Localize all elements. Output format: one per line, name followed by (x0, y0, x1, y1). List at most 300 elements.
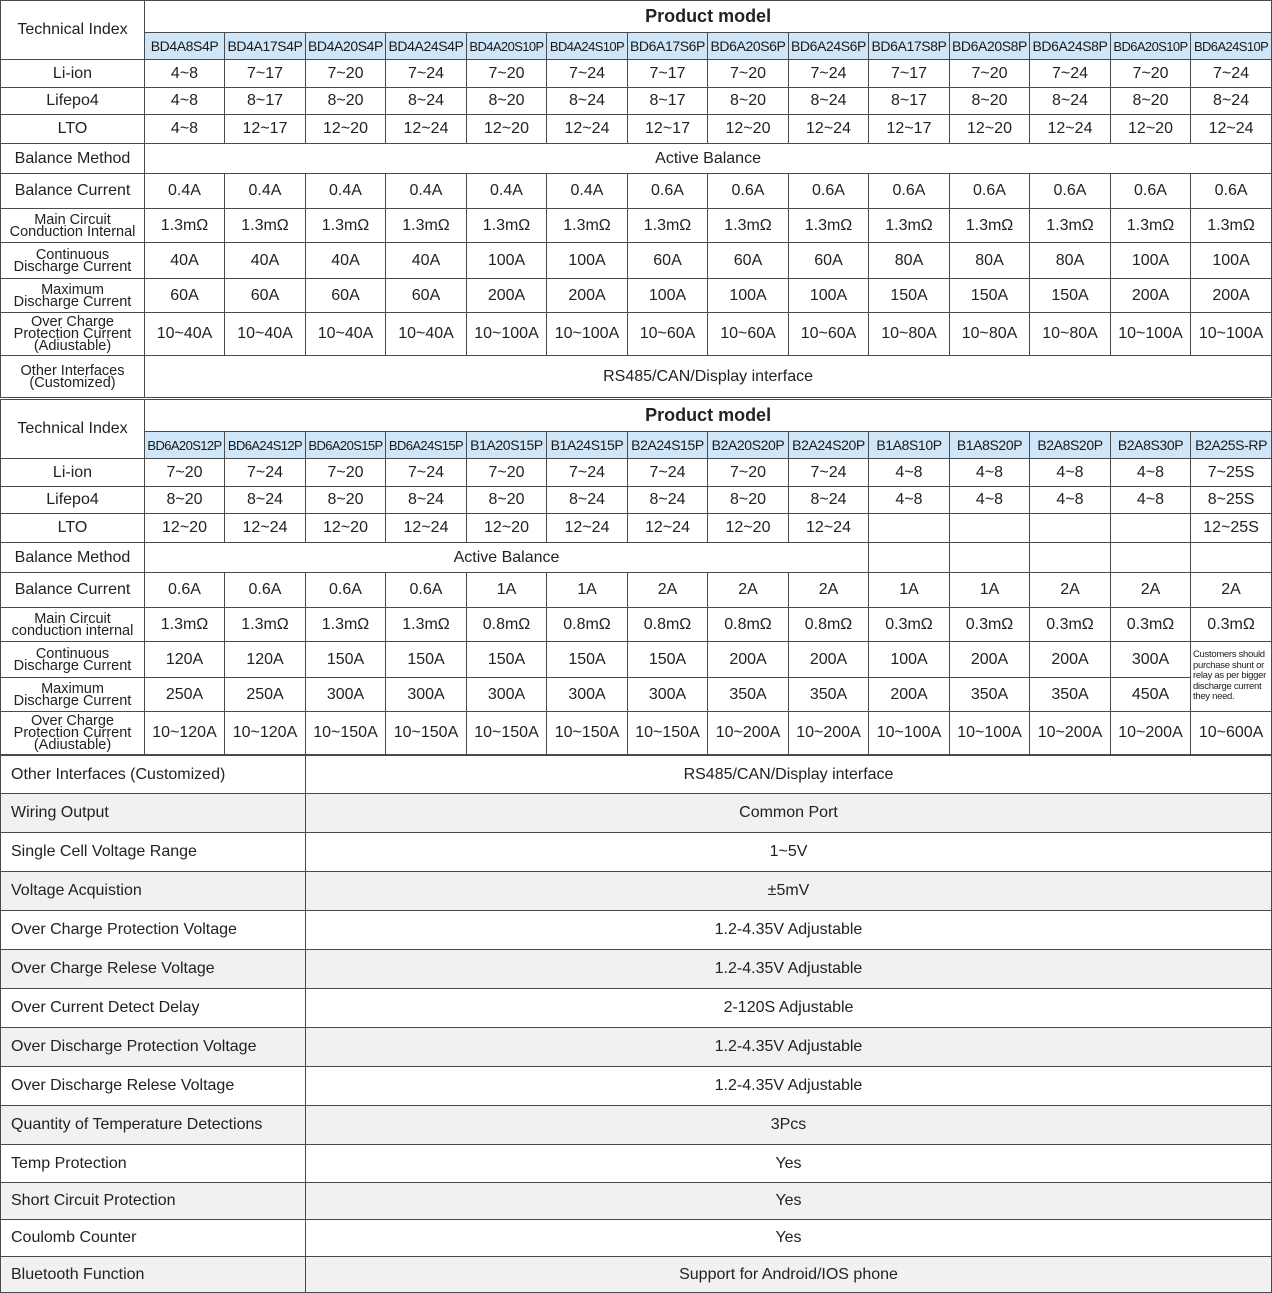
spec-value-over-discharge-protection-voltage: 1.2-4.35V Adjustable (306, 1028, 1272, 1067)
spec-value-single-cell-voltage-range: 1~5V (306, 833, 1272, 872)
t1-cell-li-ion: 7~24 (1191, 60, 1272, 88)
t1-cell-maximum-discharge-current: 200A (1111, 279, 1191, 313)
t1-cell-continuous-discharge-current: 60A (628, 243, 708, 279)
t2-model-bd6a24s12p: BD6A24S12P (225, 432, 306, 459)
t2-cell-balance-current: 0.6A (145, 573, 225, 608)
t2-cell-main-circuit-conduction-internal: 1.3mΩ (225, 608, 306, 642)
t2-cell-main-circuit-conduction-internal: 0.3mΩ (1191, 608, 1272, 642)
t1-cell-main-circuit-conduction-internal: 1.3mΩ (1111, 209, 1191, 243)
t2-empty-cell (950, 543, 1030, 573)
t2-cell-balance-current: 0.6A (306, 573, 386, 608)
t2-cell-continuous-discharge-current: 300A (1111, 642, 1191, 678)
t1-technical-index-label: Technical Index (1, 1, 145, 60)
spec-value-bluetooth-function: Support for Android/IOS phone (306, 1257, 1272, 1293)
t2-cell-lifepo4: 8~24 (547, 487, 628, 514)
t2-cell-main-circuit-conduction-internal: 1.3mΩ (306, 608, 386, 642)
t2-product-model-title: Product model (145, 400, 1272, 432)
t1-cell-main-circuit-conduction-internal: 1.3mΩ (225, 209, 306, 243)
t1-cell-maximum-discharge-current: 150A (950, 279, 1030, 313)
t1-cell-lifepo4: 8~20 (1111, 88, 1191, 115)
t1-model-bd6a20s10p: BD6A20S10P (1111, 33, 1191, 60)
t2-cell-balance-current: 0.6A (386, 573, 467, 608)
t1-cell-lto: 12~17 (869, 115, 950, 144)
spec-label-other-interfaces-customized: Other Interfaces (Customized) (1, 756, 306, 794)
t1-cell-main-circuit-conduction-internal: 1.3mΩ (708, 209, 789, 243)
t2-cell-over-charge-protection-current-adiustable: 10~600A (1191, 712, 1272, 755)
t1-cell-continuous-discharge-current: 100A (1191, 243, 1272, 279)
t2-cell-main-circuit-conduction-internal: 0.3mΩ (869, 608, 950, 642)
t2-cell-over-charge-protection-current-adiustable: 10~120A (225, 712, 306, 755)
t1-cell-main-circuit-conduction-internal: 1.3mΩ (869, 209, 950, 243)
spec-value-over-discharge-relese-voltage: 1.2-4.35V Adjustable (306, 1067, 1272, 1106)
t2-cell-lto (1030, 514, 1111, 543)
t1-cell-li-ion: 7~24 (1030, 60, 1111, 88)
spec-label-over-charge-protection-voltage: Over Charge Protection Voltage (1, 911, 306, 950)
t1-row-label-balance-method: Balance Method (1, 144, 145, 174)
t1-cell-over-charge-protection-current-adiustable: 10~100A (1111, 313, 1191, 356)
label-line: Continuous (35, 645, 110, 662)
t1-cell-maximum-discharge-current: 200A (1191, 279, 1272, 313)
spec-value-wiring-output: Common Port (306, 794, 1272, 833)
t2-cell-li-ion: 7~20 (708, 459, 789, 487)
spec-label-over-discharge-relese-voltage: Over Discharge Relese Voltage (1, 1067, 306, 1106)
t2-cell-maximum-discharge-current: 450A (1111, 678, 1191, 712)
t1-cell-over-charge-protection-current-adiustable: 10~40A (225, 313, 306, 356)
t1-cell-over-charge-protection-current-adiustable: 10~60A (628, 313, 708, 356)
t2-cell-lto: 12~24 (386, 514, 467, 543)
t2-cell-lto (869, 514, 950, 543)
t2-cell-over-charge-protection-current-adiustable: 10~150A (386, 712, 467, 755)
t2-cell-lifepo4: 4~8 (1030, 487, 1111, 514)
t2-cell-over-charge-protection-current-adiustable: 10~150A (628, 712, 708, 755)
t2-cell-maximum-discharge-current: 300A (628, 678, 708, 712)
t1-cell-li-ion: 7~17 (628, 60, 708, 88)
t2-cell-continuous-discharge-current: 200A (1030, 642, 1111, 678)
t1-cell-over-charge-protection-current-adiustable: 10~80A (1030, 313, 1111, 356)
t1-cell-li-ion: 7~20 (306, 60, 386, 88)
spec-value-over-current-detect-delay: 2-120S Adjustable (306, 989, 1272, 1028)
t2-cell-over-charge-protection-current-adiustable: 10~150A (547, 712, 628, 755)
t2-cell-balance-current: 2A (789, 573, 869, 608)
label-line: Discharge Current (13, 293, 132, 310)
t1-cell-li-ion: 7~17 (869, 60, 950, 88)
t1-cell-balance-current: 0.6A (708, 174, 789, 209)
t1-cell-lifepo4: 8~24 (789, 88, 869, 115)
t2-cell-maximum-discharge-current: 350A (708, 678, 789, 712)
t2-cell-main-circuit-conduction-internal: 1.3mΩ (386, 608, 467, 642)
t1-cell-lifepo4: 8~17 (628, 88, 708, 115)
t1-cell-lifepo4: 8~20 (467, 88, 547, 115)
t2-row-label-over-charge-protection-current-adiustable (1, 712, 145, 755)
t2-cell-main-circuit-conduction-internal: 1.3mΩ (145, 608, 225, 642)
spec-value-short-circuit-protection: Yes (306, 1183, 1272, 1220)
t2-cell-balance-current: 0.6A (225, 573, 306, 608)
t2-row-label-lifepo4: Lifepo4 (1, 487, 145, 514)
t2-cell-main-circuit-conduction-internal: 0.8mΩ (789, 608, 869, 642)
spec-value-over-charge-protection-voltage: 1.2-4.35V Adjustable (306, 911, 1272, 950)
t1-cell-continuous-discharge-current: 100A (467, 243, 547, 279)
t2-cell-maximum-discharge-current: 300A (386, 678, 467, 712)
spec-value-other-interfaces-customized: RS485/CAN/Display interface (306, 756, 1272, 794)
t1-model-bd4a24s4p: BD4A24S4P (386, 33, 467, 60)
t2-cell-lifepo4: 8~20 (145, 487, 225, 514)
t1-row-label-other-interfaces-customized (1, 356, 145, 398)
t2-cell-lifepo4: 4~8 (950, 487, 1030, 514)
t2-cell-lto (950, 514, 1030, 543)
t1-cell-li-ion: 7~24 (386, 60, 467, 88)
t2-cell-lifepo4: 8~25S (1191, 487, 1272, 514)
t2-cell-main-circuit-conduction-internal: 0.8mΩ (467, 608, 547, 642)
t1-cell-lto: 12~20 (708, 115, 789, 144)
t2-cell-lifepo4: 8~20 (306, 487, 386, 514)
t1-cell-lto: 12~17 (628, 115, 708, 144)
t2-row-label-lto: LTO (1, 514, 145, 543)
t2-cell-lto (1111, 514, 1191, 543)
t2-model-b1a8s10p: B1A8S10P (869, 432, 950, 459)
t1-cell-maximum-discharge-current: 100A (789, 279, 869, 313)
t2-cell-continuous-discharge-current: 150A (547, 642, 628, 678)
t2-cell-lto: 12~25S (1191, 514, 1272, 543)
t2-cell-over-charge-protection-current-adiustable: 10~100A (950, 712, 1030, 755)
t1-cell-lto: 12~20 (306, 115, 386, 144)
t1-cell-main-circuit-conduction-internal: 1.3mΩ (386, 209, 467, 243)
t1-model-bd4a20s10p: BD4A20S10P (467, 33, 547, 60)
spec-label-voltage-acquistion: Voltage Acquistion (1, 872, 306, 911)
t2-cell-continuous-discharge-current: 150A (386, 642, 467, 678)
t2-cell-continuous-discharge-current: 200A (950, 642, 1030, 678)
t1-cell-balance-current: 0.4A (386, 174, 467, 209)
t2-empty-cell (1111, 543, 1191, 573)
t2-cell-continuous-discharge-current: 150A (306, 642, 386, 678)
t1-model-bd6a20s6p: BD6A20S6P (708, 33, 789, 60)
t2-cell-continuous-discharge-current: 200A (708, 642, 789, 678)
spec-label-bluetooth-function: Bluetooth Function (1, 1257, 306, 1293)
t1-cell-maximum-discharge-current: 200A (467, 279, 547, 313)
label-line: Main Circuit (34, 610, 111, 627)
label-line: (Adiustable) (33, 737, 112, 753)
t1-model-bd6a24s8p: BD6A24S8P (1030, 33, 1111, 60)
t2-model-b1a20s15p: B1A20S15P (467, 432, 547, 459)
t2-cell-li-ion: 4~8 (1030, 459, 1111, 487)
t2-cell-over-charge-protection-current-adiustable: 10~200A (1111, 712, 1191, 755)
t2-cell-lifepo4: 4~8 (1111, 487, 1191, 514)
label-line: Discharge Current (13, 692, 132, 709)
t1-merged-balance-method: Active Balance (145, 144, 1272, 174)
t2-cell-over-charge-protection-current-adiustable: 10~200A (789, 712, 869, 755)
spec-label-short-circuit-protection: Short Circuit Protection (1, 1183, 306, 1220)
t2-row-label-li-ion: Li-ion (1, 459, 145, 487)
t2-cell-li-ion: 7~20 (306, 459, 386, 487)
spec-label-over-charge-relese-voltage: Over Charge Relese Voltage (1, 950, 306, 989)
t1-cell-main-circuit-conduction-internal: 1.3mΩ (1191, 209, 1272, 243)
t2-model-b2a8s30p: B2A8S30P (1111, 432, 1191, 459)
label-line: Other Interfaces (20, 362, 125, 379)
t2-empty-cell (1030, 543, 1111, 573)
t1-cell-lifepo4: 4~8 (145, 88, 225, 115)
label-line: Discharge Current (13, 657, 132, 674)
spec-label-quantity-of-temperature-detections: Quantity of Temperature Detections (1, 1106, 306, 1145)
t1-cell-continuous-discharge-current: 80A (950, 243, 1030, 279)
t1-cell-over-charge-protection-current-adiustable: 10~80A (869, 313, 950, 356)
spec-label-over-discharge-protection-voltage: Over Discharge Protection Voltage (1, 1028, 306, 1067)
t2-cell-maximum-discharge-current: 300A (306, 678, 386, 712)
t1-cell-maximum-discharge-current: 150A (1030, 279, 1111, 313)
t2-cell-balance-current: 2A (628, 573, 708, 608)
t2-model-b2a24s15p: B2A24S15P (628, 432, 708, 459)
t1-cell-lifepo4: 8~24 (1191, 88, 1272, 115)
t2-cell-balance-current: 2A (708, 573, 789, 608)
t1-model-bd4a24s10p: BD4A24S10P (547, 33, 628, 60)
t1-cell-continuous-discharge-current: 100A (547, 243, 628, 279)
t2-merged-balance-method: Active Balance (145, 543, 869, 573)
t2-cell-over-charge-protection-current-adiustable: 10~200A (1030, 712, 1111, 755)
t2-cell-main-circuit-conduction-internal: 0.8mΩ (628, 608, 708, 642)
t2-cell-balance-current: 2A (1191, 573, 1272, 608)
t1-cell-continuous-discharge-current: 80A (1030, 243, 1111, 279)
t1-cell-continuous-discharge-current: 80A (869, 243, 950, 279)
label-line: Discharge Current (13, 258, 132, 275)
t2-model-bd6a20s15p: BD6A20S15P (306, 432, 386, 459)
t2-cell-maximum-discharge-current: 300A (467, 678, 547, 712)
label-line: Protection Current (13, 725, 132, 741)
label-line: Continuous (35, 246, 110, 263)
t2-model-bd6a24s15p: BD6A24S15P (386, 432, 467, 459)
t1-model-bd4a8s4p: BD4A8S4P (145, 33, 225, 60)
t2-model-b2a24s20p: B2A24S20P (789, 432, 869, 459)
t1-cell-balance-current: 0.6A (1030, 174, 1111, 209)
t1-cell-lifepo4: 8~20 (306, 88, 386, 115)
t1-cell-continuous-discharge-current: 40A (145, 243, 225, 279)
t1-cell-lifepo4: 8~17 (869, 88, 950, 115)
t1-cell-lifepo4: 8~24 (386, 88, 467, 115)
t2-cell-li-ion: 7~24 (547, 459, 628, 487)
t2-cell-lto: 12~24 (628, 514, 708, 543)
t2-cell-lto: 12~20 (145, 514, 225, 543)
t2-cell-maximum-discharge-current: 350A (950, 678, 1030, 712)
t2-cell-continuous-discharge-current: 150A (467, 642, 547, 678)
t1-cell-lto: 12~24 (547, 115, 628, 144)
t2-cell-main-circuit-conduction-internal: 0.3mΩ (950, 608, 1030, 642)
t1-cell-lto: 12~24 (789, 115, 869, 144)
t1-cell-balance-current: 0.4A (145, 174, 225, 209)
label-line: Protection Current (13, 326, 132, 342)
t1-model-bd4a20s4p: BD4A20S4P (306, 33, 386, 60)
t1-cell-maximum-discharge-current: 60A (306, 279, 386, 313)
t2-cell-li-ion: 7~24 (628, 459, 708, 487)
t2-cell-continuous-discharge-current: 200A (789, 642, 869, 678)
t1-row-label-lto: LTO (1, 115, 145, 144)
spec-label-coulomb-counter: Coulomb Counter (1, 1220, 306, 1257)
label-line: Over Charge (30, 713, 114, 729)
t2-empty-cell (1191, 543, 1272, 573)
t2-cell-lifepo4: 8~20 (467, 487, 547, 514)
label-line: (Adiustable) (33, 338, 112, 354)
t1-cell-over-charge-protection-current-adiustable: 10~80A (950, 313, 1030, 356)
t1-cell-balance-current: 0.6A (869, 174, 950, 209)
t1-merged-other-interfaces-customized: RS485/CAN/Display interface (145, 356, 1272, 398)
t1-row-label-over-charge-protection-current-adiustable (1, 313, 145, 356)
t1-cell-over-charge-protection-current-adiustable: 10~40A (386, 313, 467, 356)
t2-technical-index-label: Technical Index (1, 400, 145, 459)
t2-cell-continuous-discharge-current: 120A (225, 642, 306, 678)
t1-cell-maximum-discharge-current: 100A (628, 279, 708, 313)
t1-cell-main-circuit-conduction-internal: 1.3mΩ (950, 209, 1030, 243)
t2-cell-lto: 12~20 (467, 514, 547, 543)
t2-cell-over-charge-protection-current-adiustable: 10~120A (145, 712, 225, 755)
t2-cell-lto: 12~24 (789, 514, 869, 543)
t1-cell-over-charge-protection-current-adiustable: 10~60A (789, 313, 869, 356)
t1-cell-continuous-discharge-current: 40A (306, 243, 386, 279)
t1-cell-balance-current: 0.4A (225, 174, 306, 209)
t1-cell-lto: 12~20 (1111, 115, 1191, 144)
t1-cell-over-charge-protection-current-adiustable: 10~100A (467, 313, 547, 356)
t2-model-bd6a20s12p: BD6A20S12P (145, 432, 225, 459)
t2-cell-lifepo4: 8~24 (386, 487, 467, 514)
t1-model-bd6a24s6p: BD6A24S6P (789, 33, 869, 60)
t1-cell-lto: 12~24 (1191, 115, 1272, 144)
t1-cell-lto: 12~24 (386, 115, 467, 144)
t2-cell-balance-current: 2A (1111, 573, 1191, 608)
t2-cell-li-ion: 7~24 (789, 459, 869, 487)
label-line: Main Circuit (34, 211, 111, 228)
label-line: Conduction Internal (9, 223, 136, 240)
spec-value-quantity-of-temperature-detections: 3Pcs (306, 1106, 1272, 1145)
t2-cell-main-circuit-conduction-internal: 0.8mΩ (547, 608, 628, 642)
t1-cell-maximum-discharge-current: 60A (145, 279, 225, 313)
customer-note: Customers should purchase shunt or relay as per bigger discharge current they need. (1191, 642, 1272, 712)
t2-cell-over-charge-protection-current-adiustable: 10~150A (306, 712, 386, 755)
t1-cell-balance-current: 0.6A (628, 174, 708, 209)
t1-cell-li-ion: 7~20 (950, 60, 1030, 88)
t2-cell-maximum-discharge-current: 350A (1030, 678, 1111, 712)
t1-cell-continuous-discharge-current: 40A (225, 243, 306, 279)
t1-cell-main-circuit-conduction-internal: 1.3mΩ (467, 209, 547, 243)
t2-model-b1a24s15p: B1A24S15P (547, 432, 628, 459)
t2-cell-main-circuit-conduction-internal: 0.3mΩ (1030, 608, 1111, 642)
t2-cell-balance-current: 1A (869, 573, 950, 608)
t1-cell-balance-current: 0.6A (1111, 174, 1191, 209)
t2-cell-li-ion: 7~20 (467, 459, 547, 487)
t1-row-label-lifepo4: Lifepo4 (1, 88, 145, 115)
t2-cell-li-ion: 4~8 (1111, 459, 1191, 487)
t2-cell-main-circuit-conduction-internal: 0.8mΩ (708, 608, 789, 642)
t1-row-label-balance-current: Balance Current (1, 174, 145, 209)
t2-cell-maximum-discharge-current: 250A (225, 678, 306, 712)
t2-row-label-continuous-discharge-current (1, 642, 145, 678)
t2-model-b2a20s20p: B2A20S20P (708, 432, 789, 459)
t2-cell-lifepo4: 8~20 (708, 487, 789, 514)
t2-cell-li-ion: 7~25S (1191, 459, 1272, 487)
common-specs-table (0, 755, 1272, 1293)
t1-model-bd6a17s8p: BD6A17S8P (869, 33, 950, 60)
t1-cell-lto: 12~17 (225, 115, 306, 144)
t2-model-b2a8s20p: B2A8S20P (1030, 432, 1111, 459)
t1-cell-continuous-discharge-current: 60A (708, 243, 789, 279)
t2-cell-over-charge-protection-current-adiustable: 10~100A (869, 712, 950, 755)
t2-cell-li-ion: 7~20 (145, 459, 225, 487)
label-line: (Customized) (29, 374, 116, 391)
t1-cell-balance-current: 0.6A (1191, 174, 1272, 209)
t1-cell-over-charge-protection-current-adiustable: 10~40A (306, 313, 386, 356)
t1-cell-over-charge-protection-current-adiustable: 10~100A (547, 313, 628, 356)
t1-cell-li-ion: 7~20 (1111, 60, 1191, 88)
t1-cell-main-circuit-conduction-internal: 1.3mΩ (628, 209, 708, 243)
t2-cell-continuous-discharge-current: 150A (628, 642, 708, 678)
spec-value-temp-protection: Yes (306, 1145, 1272, 1183)
t1-cell-over-charge-protection-current-adiustable: 10~40A (145, 313, 225, 356)
label-line: conduction internal (11, 622, 134, 639)
t1-model-bd6a17s6p: BD6A17S6P (628, 33, 708, 60)
t2-cell-lto: 12~24 (547, 514, 628, 543)
t1-cell-balance-current: 0.6A (950, 174, 1030, 209)
t1-cell-maximum-discharge-current: 100A (708, 279, 789, 313)
t2-empty-cell (869, 543, 950, 573)
t1-cell-continuous-discharge-current: 40A (386, 243, 467, 279)
t1-cell-maximum-discharge-current: 60A (386, 279, 467, 313)
label-line: Maximum (41, 680, 104, 697)
t1-cell-li-ion: 7~17 (225, 60, 306, 88)
t1-row-label-continuous-discharge-current (1, 243, 145, 279)
t1-cell-lifepo4: 8~20 (950, 88, 1030, 115)
t1-cell-main-circuit-conduction-internal: 1.3mΩ (306, 209, 386, 243)
t1-cell-maximum-discharge-current: 150A (869, 279, 950, 313)
t1-cell-li-ion: 4~8 (145, 60, 225, 88)
t2-cell-continuous-discharge-current: 120A (145, 642, 225, 678)
t2-row-label-balance-method: Balance Method (1, 543, 145, 573)
t1-cell-li-ion: 7~24 (789, 60, 869, 88)
t2-cell-li-ion: 7~24 (386, 459, 467, 487)
t2-cell-balance-current: 1A (547, 573, 628, 608)
t2-cell-main-circuit-conduction-internal: 0.3mΩ (1111, 608, 1191, 642)
t2-cell-maximum-discharge-current: 350A (789, 678, 869, 712)
t1-row-label-main-circuit-conduction-internal (1, 209, 145, 243)
t1-model-bd6a24s10p: BD6A24S10P (1191, 33, 1272, 60)
t1-cell-li-ion: 7~20 (467, 60, 547, 88)
t1-cell-continuous-discharge-current: 60A (789, 243, 869, 279)
t1-cell-lto: 12~20 (467, 115, 547, 144)
t2-model-b2a25s-rp: B2A25S-RP (1191, 432, 1272, 459)
t2-cell-li-ion: 7~24 (225, 459, 306, 487)
t1-cell-continuous-discharge-current: 100A (1111, 243, 1191, 279)
t1-cell-lto: 12~20 (950, 115, 1030, 144)
spec-value-over-charge-relese-voltage: 1.2-4.35V Adjustable (306, 950, 1272, 989)
t2-cell-lifepo4: 4~8 (869, 487, 950, 514)
t1-cell-balance-current: 0.4A (306, 174, 386, 209)
t1-cell-balance-current: 0.4A (547, 174, 628, 209)
t2-cell-li-ion: 4~8 (950, 459, 1030, 487)
spec-table-2 (0, 399, 1272, 755)
t1-cell-li-ion: 7~20 (708, 60, 789, 88)
spec-value-voltage-acquistion: ±5mV (306, 872, 1272, 911)
t1-cell-balance-current: 0.6A (789, 174, 869, 209)
t1-cell-main-circuit-conduction-internal: 1.3mΩ (145, 209, 225, 243)
spec-value-coulomb-counter: Yes (306, 1220, 1272, 1257)
t1-product-model-title: Product model (145, 1, 1272, 33)
t1-cell-lto: 4~8 (145, 115, 225, 144)
t1-cell-lto: 12~24 (1030, 115, 1111, 144)
t1-cell-lifepo4: 8~24 (1030, 88, 1111, 115)
t2-cell-lto: 12~20 (708, 514, 789, 543)
t2-cell-lifepo4: 8~24 (628, 487, 708, 514)
t2-row-label-main-circuit-conduction-internal (1, 608, 145, 642)
spec-label-single-cell-voltage-range: Single Cell Voltage Range (1, 833, 306, 872)
t2-model-b1a8s20p: B1A8S20P (950, 432, 1030, 459)
t1-model-bd6a20s8p: BD6A20S8P (950, 33, 1030, 60)
t1-cell-main-circuit-conduction-internal: 1.3mΩ (1030, 209, 1111, 243)
t2-row-label-balance-current: Balance Current (1, 573, 145, 608)
spec-label-over-current-detect-delay: Over Current Detect Delay (1, 989, 306, 1028)
t1-cell-over-charge-protection-current-adiustable: 10~100A (1191, 313, 1272, 356)
